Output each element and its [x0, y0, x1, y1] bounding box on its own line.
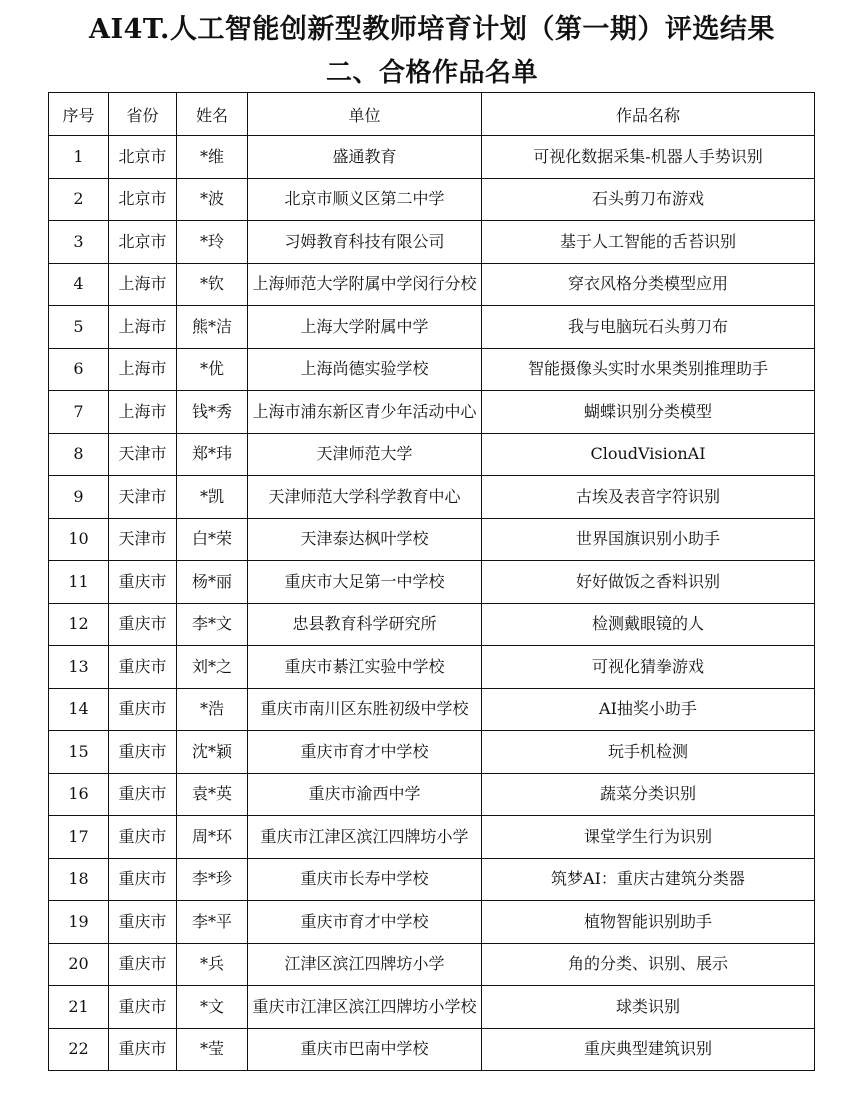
cell-work-title: AI抽奖小助手 — [482, 688, 815, 731]
cell-unit: 重庆市南川区东胜初级中学校 — [248, 688, 482, 731]
cell-work-title: 重庆典型建筑识别 — [482, 1028, 815, 1071]
cell-province: 上海市 — [109, 348, 177, 391]
cell-unit: 重庆市大足第一中学校 — [248, 561, 482, 604]
table-row — [49, 858, 815, 901]
cell-province: 重庆市 — [109, 646, 177, 689]
header-index: 序号 — [49, 93, 109, 136]
cell-index: 16 — [49, 773, 109, 816]
cell-province: 天津市 — [109, 433, 177, 476]
cell-index: 12 — [49, 603, 109, 646]
cell-work-title: CloudVisionAI — [482, 433, 815, 476]
cell-name: *波 — [177, 178, 248, 221]
cell-work-title: 好好做饭之香料识别 — [482, 561, 815, 604]
cell-work-title: 智能摄像头实时水果类别推理助手 — [482, 348, 815, 391]
cell-work-title: 我与电脑玩石头剪刀布 — [482, 306, 815, 349]
cell-name: *玲 — [177, 221, 248, 264]
cell-province: 北京市 — [109, 221, 177, 264]
table-row — [49, 136, 815, 179]
header-province: 省份 — [109, 93, 177, 136]
cell-work-title: 角的分类、识别、展示 — [482, 943, 815, 986]
cell-work-title: 玩手机检测 — [482, 731, 815, 774]
cell-province: 重庆市 — [109, 901, 177, 944]
cell-unit: 重庆市江津区滨江四牌坊小学 — [248, 816, 482, 859]
cell-name: 李*文 — [177, 603, 248, 646]
cell-work-title: 可视化数据采集-机器人手势识别 — [482, 136, 815, 179]
cell-index: 2 — [49, 178, 109, 221]
cell-province: 上海市 — [109, 306, 177, 349]
table-row — [49, 773, 815, 816]
cell-index: 11 — [49, 561, 109, 604]
cell-unit: 天津泰达枫叶学校 — [248, 518, 482, 561]
cell-unit: 重庆市綦江实验中学校 — [248, 646, 482, 689]
cell-index: 5 — [49, 306, 109, 349]
cell-name: 袁*英 — [177, 773, 248, 816]
cell-index: 14 — [49, 688, 109, 731]
cell-unit: 天津师范大学科学教育中心 — [248, 476, 482, 519]
cell-work-title: 课堂学生行为识别 — [482, 816, 815, 859]
cell-name: 郑*玮 — [177, 433, 248, 476]
cell-index: 19 — [49, 901, 109, 944]
header-name: 姓名 — [177, 93, 248, 136]
cell-unit: 重庆市长寿中学校 — [248, 858, 482, 901]
cell-name: *文 — [177, 986, 248, 1029]
table-row — [49, 391, 815, 434]
cell-index: 20 — [49, 943, 109, 986]
cell-province: 重庆市 — [109, 561, 177, 604]
table-row — [49, 433, 815, 476]
document-subtitle: 二、合格作品名单 — [325, 58, 538, 88]
cell-province: 上海市 — [109, 391, 177, 434]
cell-name: 熊*洁 — [177, 306, 248, 349]
cell-unit: 重庆市巴南中学校 — [248, 1028, 482, 1071]
cell-index: 9 — [49, 476, 109, 519]
cell-work-title: 检测戴眼镜的人 — [482, 603, 815, 646]
cell-province: 重庆市 — [109, 603, 177, 646]
cell-index: 21 — [49, 986, 109, 1029]
cell-work-title: 蝴蝶识别分类模型 — [482, 391, 815, 434]
cell-unit: 江津区滨江四牌坊小学 — [248, 943, 482, 986]
header-work-title: 作品名称 — [482, 93, 815, 136]
cell-work-title: 筑梦AI：重庆古建筑分类器 — [482, 858, 815, 901]
cell-unit: 重庆市江津区滨江四牌坊小学校 — [248, 986, 482, 1029]
table-row — [49, 221, 815, 264]
cell-work-title: 穿衣风格分类模型应用 — [482, 263, 815, 306]
cell-work-title: 世界国旗识别小助手 — [482, 518, 815, 561]
cell-province: 北京市 — [109, 178, 177, 221]
cell-index: 1 — [49, 136, 109, 179]
cell-name: *钦 — [177, 263, 248, 306]
cell-unit: 重庆市育才中学校 — [248, 901, 482, 944]
table-row — [49, 816, 815, 859]
table-row — [49, 518, 815, 561]
cell-unit: 上海市浦东新区青少年活动中心 — [248, 391, 482, 434]
cell-province: 天津市 — [109, 476, 177, 519]
table-row — [49, 901, 815, 944]
cell-unit: 天津师范大学 — [248, 433, 482, 476]
cell-index: 22 — [49, 1028, 109, 1071]
cell-index: 13 — [49, 646, 109, 689]
cell-province: 重庆市 — [109, 688, 177, 731]
cell-province: 上海市 — [109, 263, 177, 306]
table-row — [49, 646, 815, 689]
cell-province: 天津市 — [109, 518, 177, 561]
cell-unit: 上海尚德实验学校 — [248, 348, 482, 391]
cell-province: 重庆市 — [109, 943, 177, 986]
table-body — [49, 136, 815, 1071]
cell-work-title: 植物智能识别助手 — [482, 901, 815, 944]
cell-index: 3 — [49, 221, 109, 264]
cell-name: *维 — [177, 136, 248, 179]
cell-province: 重庆市 — [109, 816, 177, 859]
results-table — [48, 92, 815, 1071]
cell-unit: 上海大学附属中学 — [248, 306, 482, 349]
cell-name: *优 — [177, 348, 248, 391]
cell-province: 重庆市 — [109, 731, 177, 774]
cell-name: 李*平 — [177, 901, 248, 944]
table-row — [49, 603, 815, 646]
cell-province: 重庆市 — [109, 986, 177, 1029]
table-row — [49, 731, 815, 774]
cell-name: 杨*丽 — [177, 561, 248, 604]
cell-index: 18 — [49, 858, 109, 901]
table-row — [49, 306, 815, 349]
cell-index: 17 — [49, 816, 109, 859]
cell-name: *凯 — [177, 476, 248, 519]
cell-name: 钱*秀 — [177, 391, 248, 434]
cell-unit: 盛通教育 — [248, 136, 482, 179]
cell-unit: 北京市顺义区第二中学 — [248, 178, 482, 221]
cell-unit: 重庆市渝西中学 — [248, 773, 482, 816]
table-row — [49, 561, 815, 604]
cell-name: 周*环 — [177, 816, 248, 859]
table-row — [49, 688, 815, 731]
cell-unit: 上海师范大学附属中学闵行分校 — [248, 263, 482, 306]
cell-unit: 重庆市育才中学校 — [248, 731, 482, 774]
cell-work-title: 古埃及表音字符识别 — [482, 476, 815, 519]
cell-unit: 忠县教育科学研究所 — [248, 603, 482, 646]
cell-province: 北京市 — [109, 136, 177, 179]
cell-unit: 习姆教育科技有限公司 — [248, 221, 482, 264]
cell-name: 刘*之 — [177, 646, 248, 689]
table-row — [49, 476, 815, 519]
cell-index: 6 — [49, 348, 109, 391]
table-row — [49, 178, 815, 221]
header-unit: 单位 — [248, 93, 482, 136]
table-row — [49, 348, 815, 391]
cell-work-title: 蔬菜分类识别 — [482, 773, 815, 816]
cell-province: 重庆市 — [109, 858, 177, 901]
cell-name: *兵 — [177, 943, 248, 986]
cell-work-title: 可视化猜拳游戏 — [482, 646, 815, 689]
cell-work-title: 球类识别 — [482, 986, 815, 1029]
cell-index: 8 — [49, 433, 109, 476]
cell-work-title: 石头剪刀布游戏 — [482, 178, 815, 221]
table-row — [49, 986, 815, 1029]
cell-index: 10 — [49, 518, 109, 561]
cell-index: 7 — [49, 391, 109, 434]
cell-name: *浩 — [177, 688, 248, 731]
cell-name: 白*荣 — [177, 518, 248, 561]
cell-province: 重庆市 — [109, 773, 177, 816]
cell-index: 4 — [49, 263, 109, 306]
table-row — [49, 943, 815, 986]
cell-name: 李*珍 — [177, 858, 248, 901]
table-header-row — [49, 93, 815, 136]
cell-province: 重庆市 — [109, 1028, 177, 1071]
cell-name: *莹 — [177, 1028, 248, 1071]
cell-name: 沈*颖 — [177, 731, 248, 774]
document-title: AI4T.人工智能创新型教师培育计划（第一期）评选结果 — [89, 14, 775, 45]
table-row — [49, 263, 815, 306]
cell-work-title: 基于人工智能的舌苔识别 — [482, 221, 815, 264]
cell-index: 15 — [49, 731, 109, 774]
table-row — [49, 1028, 815, 1071]
